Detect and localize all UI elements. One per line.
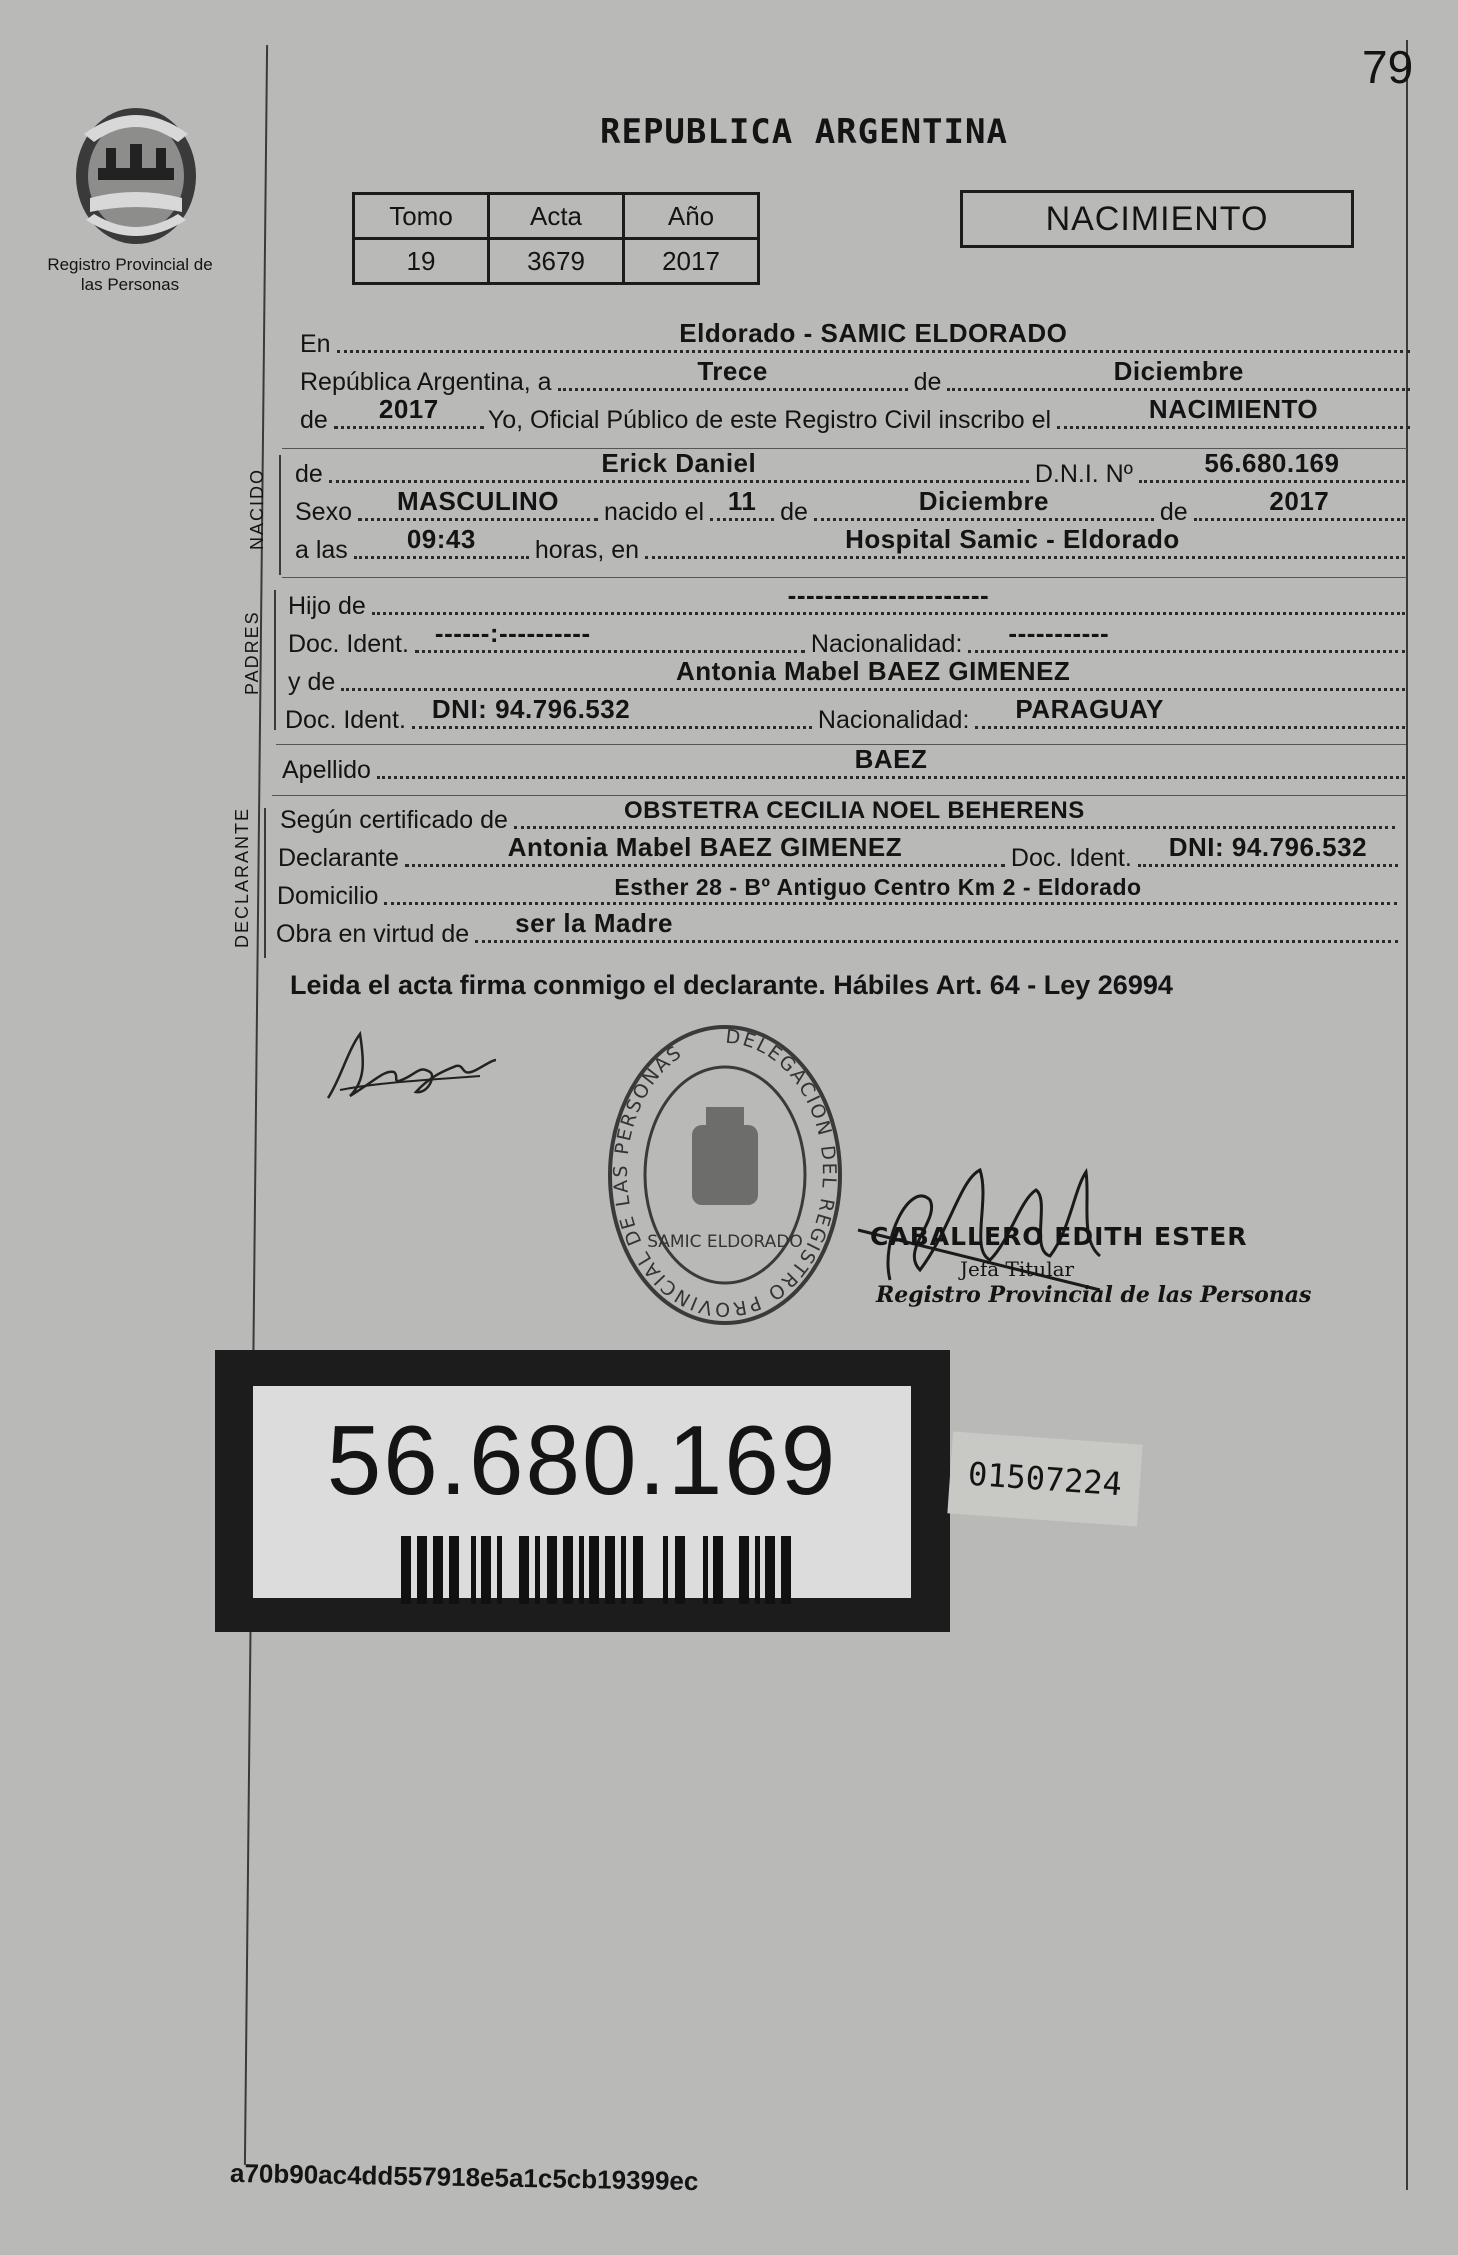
a-las-label: a las	[295, 536, 348, 564]
domicilio-label: Domicilio	[277, 882, 379, 910]
cert-label: Según certificado de	[280, 806, 508, 834]
rule-2	[282, 577, 1407, 578]
birth-hour: 09:43	[406, 524, 476, 554]
mother-nat-label: Nacionalidad:	[817, 706, 970, 734]
act-type-box: NACIMIENTO	[960, 190, 1354, 248]
place-label: En	[300, 330, 331, 358]
year-row	[300, 394, 1410, 435]
declarante-bracket	[264, 808, 266, 958]
father-nationality: -----------	[1008, 618, 1110, 648]
nacido-name-row	[295, 448, 1405, 489]
nacido-time-row	[295, 524, 1405, 565]
page-number: 79	[1362, 41, 1414, 93]
table-cell: 2017	[624, 239, 759, 284]
closing-statement: Leida el acta firma conmigo el declarante. Hábiles Art. 64 - Ley 26994	[290, 970, 1173, 1000]
side-label-padres: PADRES	[242, 610, 262, 695]
year-de: de	[300, 406, 328, 434]
declarante-label: Declarante	[278, 844, 399, 872]
father-nat-label: Nacionalidad:	[810, 630, 963, 658]
mother-row	[288, 656, 1405, 697]
side-label-nacido: NACIDO	[247, 467, 267, 550]
year-value: 2017	[378, 394, 439, 424]
nacido-el-label: nacido el	[603, 498, 705, 526]
birth-day: 11	[727, 486, 757, 516]
left-margin-line	[244, 45, 268, 2165]
domicilio-value: Esther 28 - Bº Antiguo Centro Km 2 - Eldorado	[614, 874, 1142, 900]
father-doc: ------:----------	[434, 618, 591, 648]
cert-row	[280, 797, 1395, 835]
declarant-signature	[320, 1020, 500, 1110]
nacido-de-label: de	[295, 460, 323, 488]
domicilio-row	[277, 874, 1397, 911]
dni-sticker	[215, 1350, 950, 1632]
nacido-de-label-3: de	[1159, 498, 1188, 526]
declarante-name: Antonia Mabel BAEZ GIMENEZ	[507, 832, 903, 862]
apellido-value: BAEZ	[854, 744, 928, 774]
y-de-label: y de	[288, 668, 336, 696]
mother-doc: DNI: 94.796.532	[431, 694, 631, 724]
year-text: Yo, Oficial Público de este Registro Civil inscribo el	[487, 406, 1052, 434]
padres-bracket	[274, 590, 276, 730]
date-de: de	[913, 368, 942, 396]
page-title: REPUBLICA ARGENTINA	[600, 112, 1008, 152]
acta-table	[352, 192, 760, 285]
apellido-label: Apellido	[282, 756, 371, 784]
sexo-label: Sexo	[295, 498, 352, 526]
cert-value: OBSTETRA CECILIA NOEL BEHERENS	[623, 797, 1085, 824]
day-value: Trece	[697, 356, 768, 386]
birth-month: Diciembre	[918, 486, 1049, 516]
father-doc-label: Doc. Ident.	[288, 630, 409, 658]
table-cell: 19	[354, 239, 489, 284]
date-prefix: República Argentina, a	[300, 368, 552, 396]
birth-place: Hospital Samic - Eldorado	[845, 524, 1180, 554]
mother-doc-label: Doc. Ident.	[285, 706, 406, 734]
hijo-de-label: Hijo de	[288, 592, 366, 620]
declarante-doc-label: Doc. Ident.	[1010, 844, 1132, 872]
child-name: Erick Daniel	[601, 448, 757, 478]
official-name: CABALLERO EDITH ESTER	[870, 1222, 1248, 1251]
stamp-inner-text: SAMIC ELDORADO	[647, 1232, 803, 1252]
rule-4	[272, 795, 1406, 796]
place-value: Eldorado - SAMIC ELDORADO	[679, 318, 1068, 348]
dni-label: D.N.I. Nº	[1034, 460, 1133, 488]
provincial-logo	[70, 102, 202, 250]
barcode	[401, 1536, 831, 1604]
registry-caption: Registro Provincial de las Personas	[47, 255, 213, 294]
obra-row	[276, 908, 1398, 949]
nacido-de-label-2: de	[780, 498, 808, 526]
month-value: Diciembre	[1113, 356, 1244, 386]
father-name: ----------------------	[787, 580, 990, 610]
declarante-row	[278, 832, 1398, 873]
serial-number: 01507224	[947, 1431, 1142, 1526]
nacido-sex-row	[295, 486, 1405, 527]
stamp-ring-text: DELEGACION DEL REGISTRO PROVINCIAL DE LAS PERSONAS	[609, 1025, 841, 1321]
mother-name: Antonia Mabel BAEZ GIMENEZ	[675, 656, 1071, 686]
father-doc-row	[288, 618, 1405, 659]
date-row	[300, 356, 1410, 397]
child-dni: 56.680.169	[1204, 448, 1340, 478]
nacido-bracket	[279, 455, 281, 575]
declarante-doc: DNI: 94.796.532	[1168, 832, 1368, 862]
table-header: Tomo	[354, 194, 489, 239]
table-cell: 3679	[489, 239, 624, 284]
official-org: Registro Provincial de las Personas	[876, 1282, 1312, 1308]
official-stamp	[600, 1015, 850, 1335]
document-hash: a70b90ac4dd557918e5a1c5cb19399ec	[229, 2157, 699, 2197]
official-title: Jefa Titular	[960, 1257, 1075, 1281]
table-header: Acta	[489, 194, 624, 239]
side-label-declarante: DECLARANTE	[232, 806, 252, 948]
mother-doc-row	[285, 694, 1405, 735]
table-header: Año	[624, 194, 759, 239]
father-row	[288, 580, 1405, 621]
apellido-row	[282, 744, 1405, 785]
act-value: NACIMIENTO	[1148, 394, 1319, 424]
place-row	[300, 318, 1410, 359]
obra-label: Obra en virtud de	[276, 920, 470, 948]
horas-label: horas, en	[534, 536, 640, 564]
sexo-value: MASCULINO	[397, 486, 559, 516]
birth-year: 2017	[1269, 486, 1330, 516]
sticker-number: 56.680.169	[326, 1405, 838, 1515]
mother-nationality: PARAGUAY	[1015, 694, 1164, 724]
obra-value: ser la Madre	[515, 908, 673, 938]
